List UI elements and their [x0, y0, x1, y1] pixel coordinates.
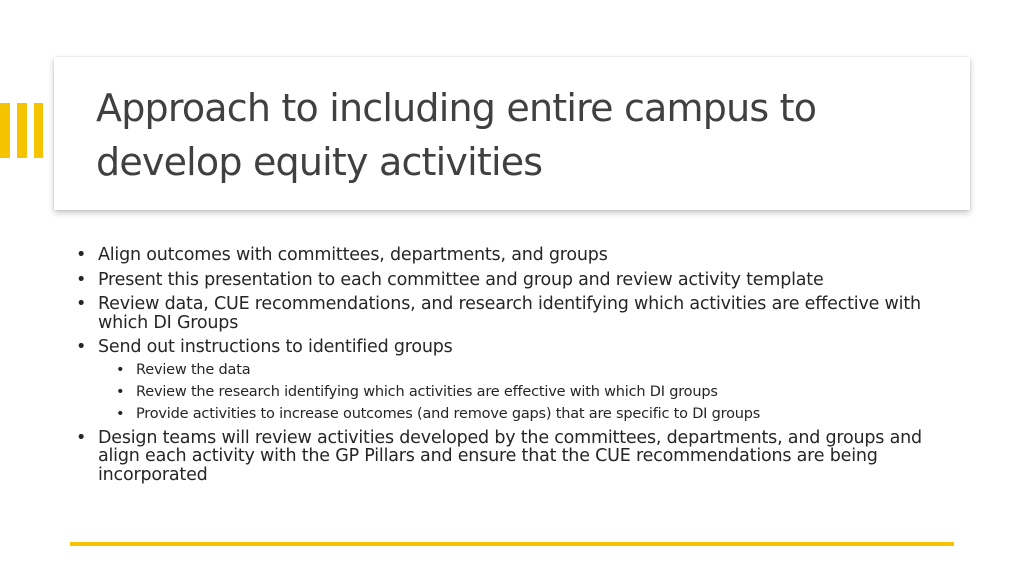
sub-bullet-text: Review the data	[136, 361, 251, 378]
bullet-icon: •	[116, 383, 125, 400]
bullet-icon: •	[76, 294, 87, 314]
accent-bar	[34, 103, 43, 158]
slide-title: Approach to including entire campus to develop equity activities	[96, 86, 817, 184]
bullet-item	[76, 246, 936, 265]
bullet-item	[76, 338, 936, 357]
sub-bullet-text: Review the research identifying which activities are effective with which DI groups	[136, 383, 718, 400]
bullet-item	[76, 429, 936, 485]
sub-bullet-item	[76, 361, 936, 379]
bullet-icon: •	[76, 427, 87, 448]
bullet-item	[76, 271, 936, 290]
bullet-text: Present this presentation to each committee and group and review activity template	[98, 269, 824, 290]
sub-bullet-item	[76, 383, 936, 401]
bullet-text: Align outcomes with committees, departments, and groups	[98, 245, 608, 265]
title-card	[54, 57, 970, 210]
bottom-accent-line	[70, 542, 954, 546]
bullet-item	[76, 295, 936, 332]
bullet-text: Design teams will review activities developed by the committees, departments, and groups and align each activity with the GP Pillars and ensure that the CUE recommendations are being incorporated	[98, 427, 922, 485]
bullet-icon: •	[116, 361, 125, 378]
bullet-icon: •	[116, 405, 125, 422]
bullet-icon: •	[76, 245, 87, 265]
sub-bullet-item	[76, 405, 936, 423]
bullet-icon: •	[76, 337, 87, 357]
accent-bar	[17, 103, 27, 158]
bullet-text: Review data, CUE recommendations, and research identifying which activities are effective with which DI Groups	[98, 294, 921, 333]
bullet-icon: •	[76, 269, 87, 290]
bullet-list	[76, 244, 936, 484]
accent-bar	[0, 103, 10, 158]
sub-bullet-text: Provide activities to increase outcomes (and remove gaps) that are specific to DI groups	[136, 405, 761, 422]
bullet-text: Send out instructions to identified groups	[98, 337, 453, 357]
